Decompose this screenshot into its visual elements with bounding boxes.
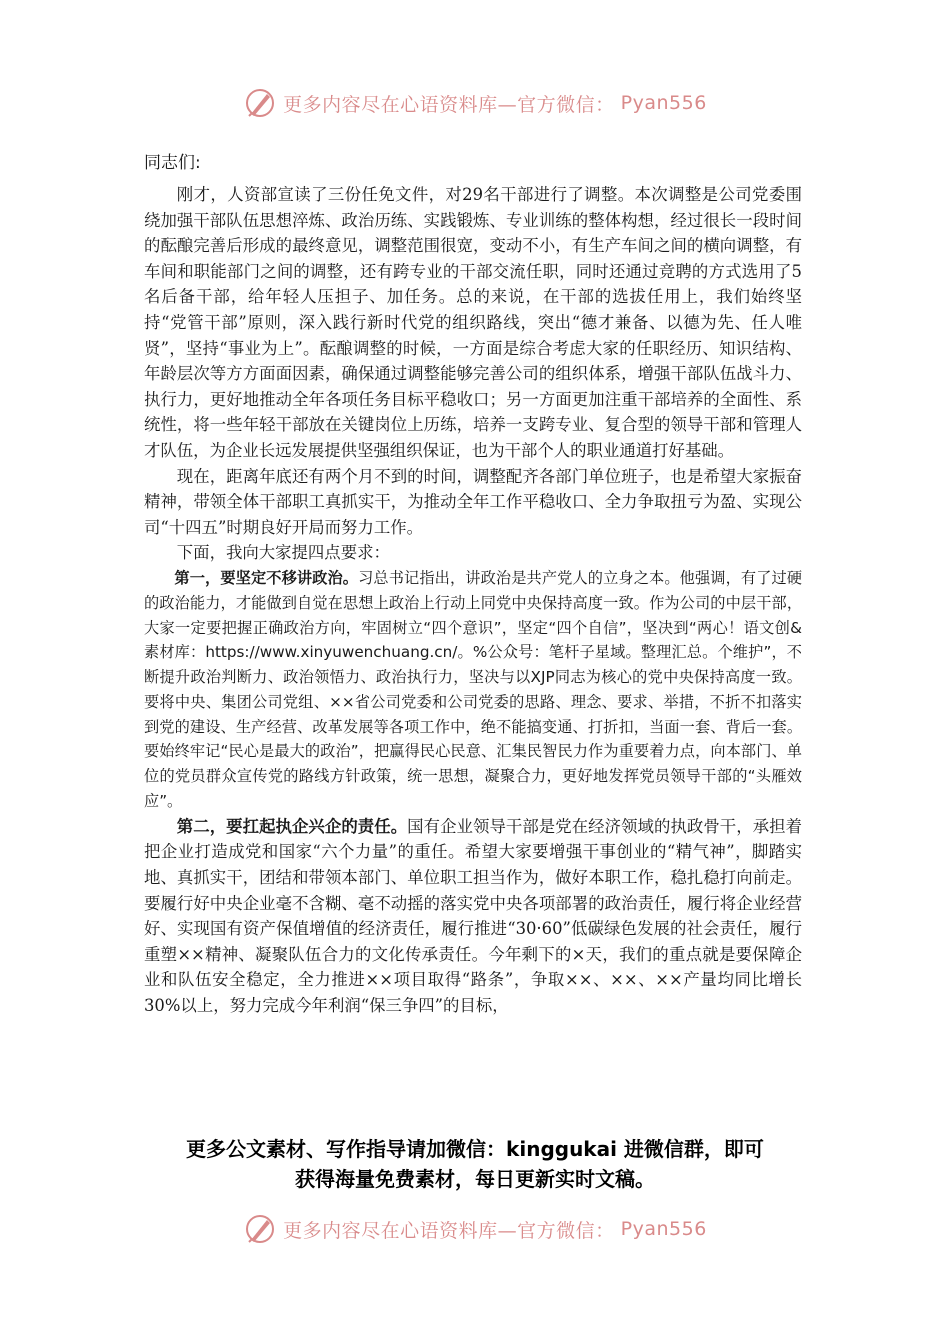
quill-logo-icon	[243, 86, 277, 120]
paragraph-4-body: 习总书记指出，讲政治是共产党人的立身之本。他强调，有了过硬的政治能力，才能做到自觉在思想上政治上行动上同党中央保持高度一致。作为公司的中层干部，大家一定要把握正确政治方向，牢固树立“四个意识”，坚定“四个自信”，坚决到“两心！语文创&素材库：https://www.xinyuwenchuang.cn/。%公众号：笔杆子星域。整理汇总。个维护”，不断提升政治判断力、政治领悟力、政治执行力，坚决与以XJP同志为核心的党中央保持高度一致。要将中央、集团公司党组、××省公司党委和公司党委的思路、理念、要求、举措，不折不扣落实到党的建设、生产经营、改革发展等各项工作中，绝不能搞变通、打折扣，当面一套、背后一套。要始终牢记“民心是最大的政治”，把赢得民心民意、汇集民智民力作为重要着力点，向本部门、单位的党员群众宣传党的路线方针政策，统一思想，凝聚合力，更好地发挥党员领导干部的“头雁效应”。	[144, 568, 803, 811]
promo-line-1: 更多公文素材、写作指导请加微信：kinggukai 进微信群，即可	[186, 1137, 764, 1161]
watermark-text: 更多内容尽在心语资料库—官方微信：	[283, 93, 615, 116]
watermark-top	[0, 86, 950, 120]
paragraph-2: 现在，距离年底还有两个月不到的时间，调整配齐各部门单位班子，也是希望大家振奋精神，带领全体干部职工真抓实干，为推动全年工作平稳收口、全力争取扭亏为盈、实现公司“十四五”时期良好开局而努力工作。	[144, 466, 802, 537]
paragraph-4-lead: 第一，要坚定不移讲政治。	[174, 568, 359, 587]
greeting: 同志们:	[144, 153, 201, 173]
paragraph-4	[144, 566, 802, 814]
promo-banner	[120, 1134, 830, 1194]
watermark-contact: Pyan556	[620, 1218, 707, 1240]
watermark-contact: Pyan556	[620, 92, 707, 114]
paragraph-5-lead: 第二，要扛起执企兴企的责任。	[176, 816, 408, 836]
paragraph-3: 下面，我向大家提四点要求：	[176, 543, 390, 563]
document-body	[144, 150, 802, 1019]
paragraph-5-body: 国有企业领导干部是党在经济领域的执政骨干，承担着把企业打造成党和国家“六个力量”的重任。希望大家要增强干事创业的“精气神”，脚踏实地、真抓实干，团结和带领本部门、单位职工担当作为，做好本职工作，稳扎稳打向前走。要履行好中央企业毫不含糊、毫不动摇的落实党中央各项部署的政治责任，履行将企业经营好、实现国有资产保值增值的经济责任，履行推进“30·60”低碳绿色发展的社会责任，履行重塑××精神、凝聚队伍合力的文化传承责任。今年剩下的×天，我们的重点就是要保障企业和队伍安全稳定，全力推进××项目取得“路条”，争取××、××、××产量均同比增长30%以上，努力完成今年利润“保三争四”的目标，	[144, 816, 803, 1016]
quill-logo-icon	[243, 1212, 277, 1246]
paragraph-1: 刚才，人资部宣读了三份任免文件，对29名干部进行了调整。本次调整是公司党委围绕加强干部队伍思想淬炼、政治历练、实践锻炼、专业训练的整体构想，经过很长一段时间的酝酿完善后形成的最终意见，调整范围很宽，变动不小，有生产车间之间的横向调整，有车间和职能部门之间的调整，还有跨专业的干部交流任职，同时还通过竞聘的方式选用了5名后备干部，给年轻人压担子、加任务。总的来说，在干部的选拔任用上，我们始终坚持“党管干部”原则，深入践行新时代党的组织路线，突出“德才兼备、以德为先、任人唯贤”，坚持“事业为上”。酝酿调整的时候，一方面是综合考虑大家的任职经历、知识结构、年龄层次等方方面面因素，确保通过调整能够完善公司的组织体系，增强干部队伍战斗力、执行力，更好地推动全年各项任务目标平稳收口；另一方面更加注重干部培养的全面性、系统性，将一些年轻干部放在关键岗位上历练，培养一支跨专业、复合型的领导干部和管理人才队伍，为企业长远发展提供坚强组织保证，也为干部个人的职业通道打好基础。	[144, 185, 802, 460]
watermark-text: 更多内容尽在心语资料库—官方微信：	[283, 1219, 615, 1242]
promo-line-2: 获得海量免费素材，每日更新实时文稿。	[295, 1167, 655, 1191]
watermark-bottom	[0, 1212, 950, 1246]
paragraph-5	[144, 814, 802, 1019]
